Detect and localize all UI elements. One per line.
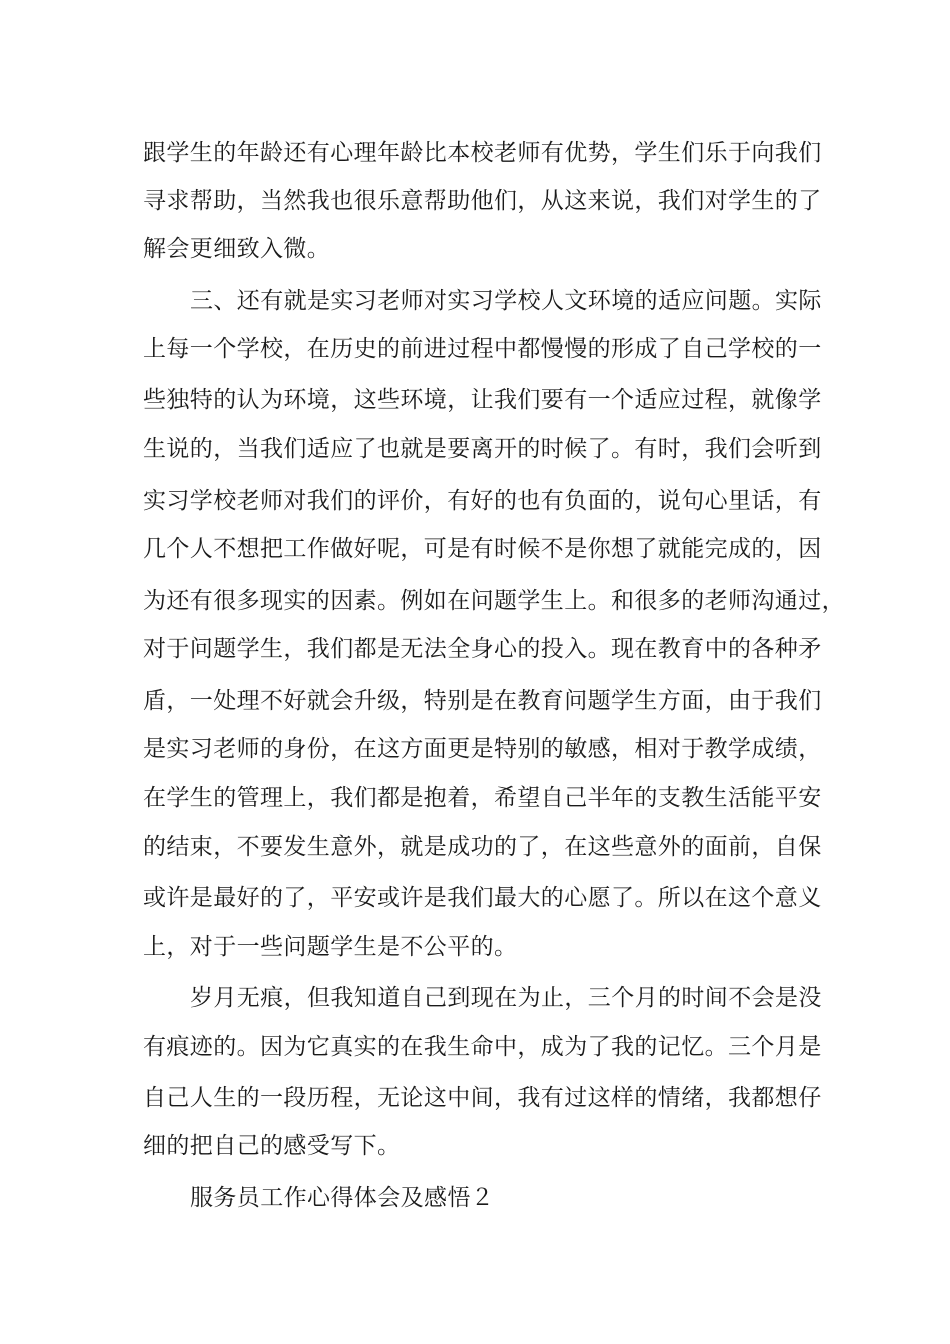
section-heading: 服务员工作心得体会及感悟２ xyxy=(190,1185,495,1211)
text-line: 细的把自己的感受写下。 xyxy=(143,1133,401,1159)
text-line: 些独特的认为环境，这些环境，让我们要有一个适应过程，就像学 xyxy=(143,387,822,413)
text-line: 上每一个学校，在历史的前进过程中都慢慢的形成了自己学校的一 xyxy=(143,336,822,362)
text-line: 在学生的管理上，我们都是抱着，希望自己半年的支教生活能平安 xyxy=(143,785,822,811)
text-line: 上，对于一些问题学生是不公平的。 xyxy=(143,934,518,960)
text-line: 自己人生的一段历程，无论这中间，我有过这样的情绪，我都想仔 xyxy=(143,1085,822,1111)
text-line: 解会更细致入微。 xyxy=(143,236,331,262)
text-line: 是实习老师的身份，在这方面更是特别的敏感，相对于教学成绩， xyxy=(143,736,822,762)
text-line: 对于问题学生，我们都是无法全身心的投入。现在教育中的各种矛 xyxy=(143,636,822,662)
text-line: 或许是最好的了，平安或许是我们最大的心愿了。所以在这个意义 xyxy=(143,885,822,911)
text-line: 几个人不想把工作做好呢，可是有时候不是你想了就能完成的，因 xyxy=(143,536,822,562)
text-line: 为还有很多现实的因素。例如在问题学生上。和很多的老师沟通过， xyxy=(143,588,845,614)
text-line: 的结束，不要发生意外，就是成功的了，在这些意外的面前，自保 xyxy=(143,834,822,860)
paragraph-first-line: 三、还有就是实习老师对实习学校人文环境的适应问题。实际 xyxy=(190,288,822,314)
text-line: 生说的，当我们适应了也就是要离开的时候了。有时，我们会听到 xyxy=(143,436,822,462)
text-line: 跟学生的年龄还有心理年龄比本校老师有优势，学生们乐于向我们 xyxy=(143,140,822,166)
text-line: 寻求帮助，当然我也很乐意帮助他们，从这来说，我们对学生的了 xyxy=(143,188,822,214)
text-line: 有痕迹的。因为它真实的在我生命中，成为了我的记忆。三个月是 xyxy=(143,1034,822,1060)
text-line: 盾，一处理不好就会升级，特别是在教育问题学生方面，由于我们 xyxy=(143,688,822,714)
text-line: 实习学校老师对我们的评价，有好的也有负面的，说句心里话，有 xyxy=(143,488,822,514)
paragraph-first-line: 岁月无痕，但我知道自己到现在为止，三个月的时间不会是没 xyxy=(190,985,822,1011)
